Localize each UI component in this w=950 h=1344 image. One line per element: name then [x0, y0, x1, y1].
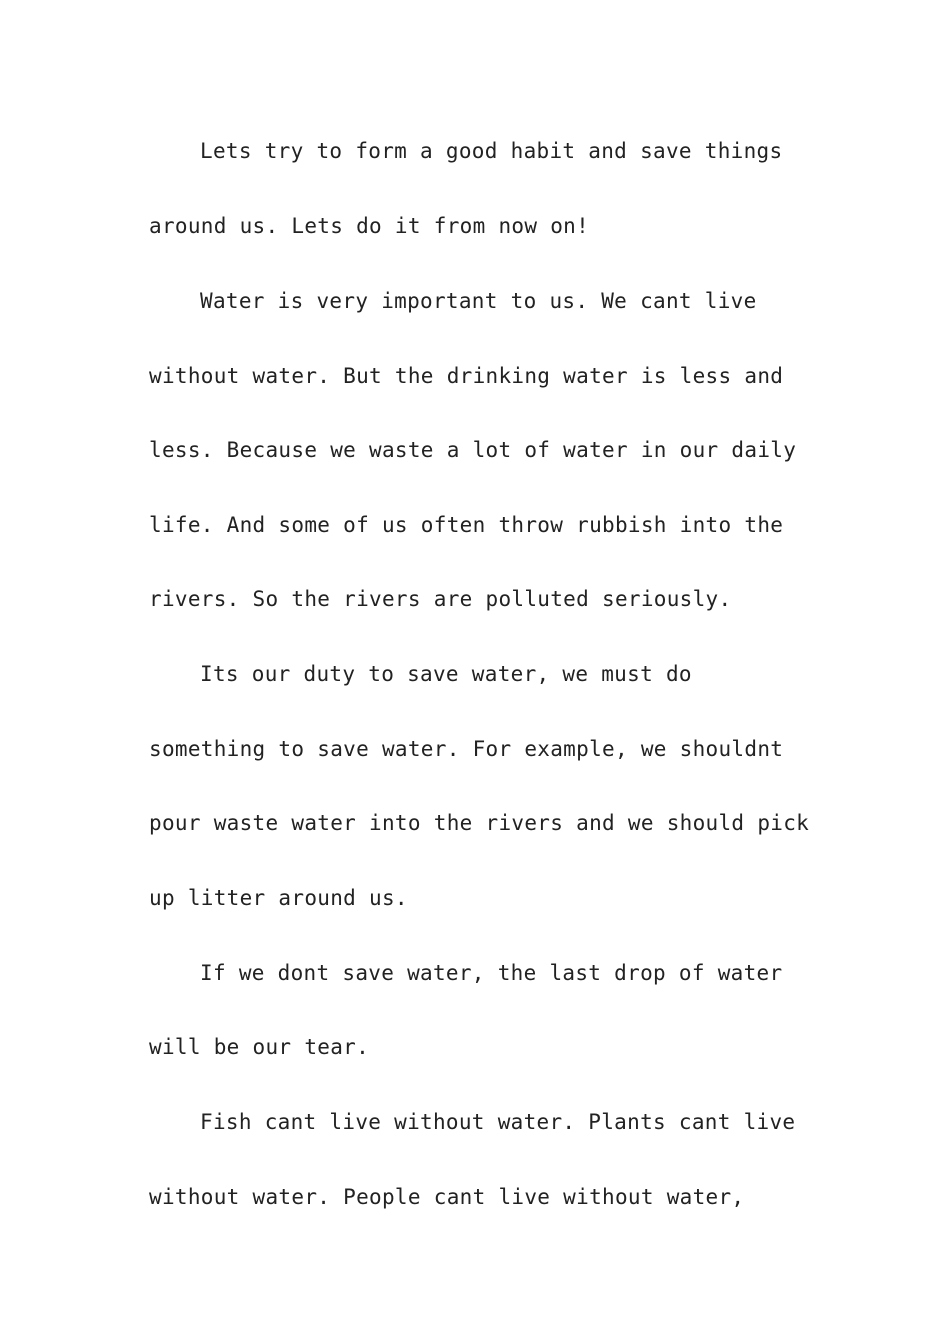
- paragraph-line: Its our duty to save water, we must do: [200, 662, 692, 686]
- paragraph-line: Water is very important to us. We cant live: [200, 289, 757, 313]
- paragraph-line: Lets try to form a good habit and save things: [200, 139, 783, 163]
- paragraph-line: Fish cant live without water. Plants cant live: [200, 1110, 796, 1134]
- paragraph-line: something to save water. For example, we shouldnt: [149, 737, 784, 761]
- paragraph-line: without water. But the drinking water is less and: [149, 364, 784, 388]
- paragraph-line: pour waste water into the rivers and we should pick: [149, 811, 810, 835]
- paragraph-line: less. Because we waste a lot of water in our daily: [149, 438, 797, 462]
- paragraph-line: up litter around us.: [149, 886, 408, 910]
- paragraph-line: rivers. So the rivers are polluted seriously.: [149, 587, 732, 611]
- paragraph-line: will be our tear.: [149, 1035, 370, 1059]
- paragraph-line: life. And some of us often throw rubbish into the: [149, 513, 784, 537]
- paragraph-line: without water. People cant live without water,: [149, 1185, 745, 1209]
- paragraph-line: around us. Lets do it from now on!: [149, 214, 590, 238]
- paragraph-line: If we dont save water, the last drop of water: [200, 961, 783, 985]
